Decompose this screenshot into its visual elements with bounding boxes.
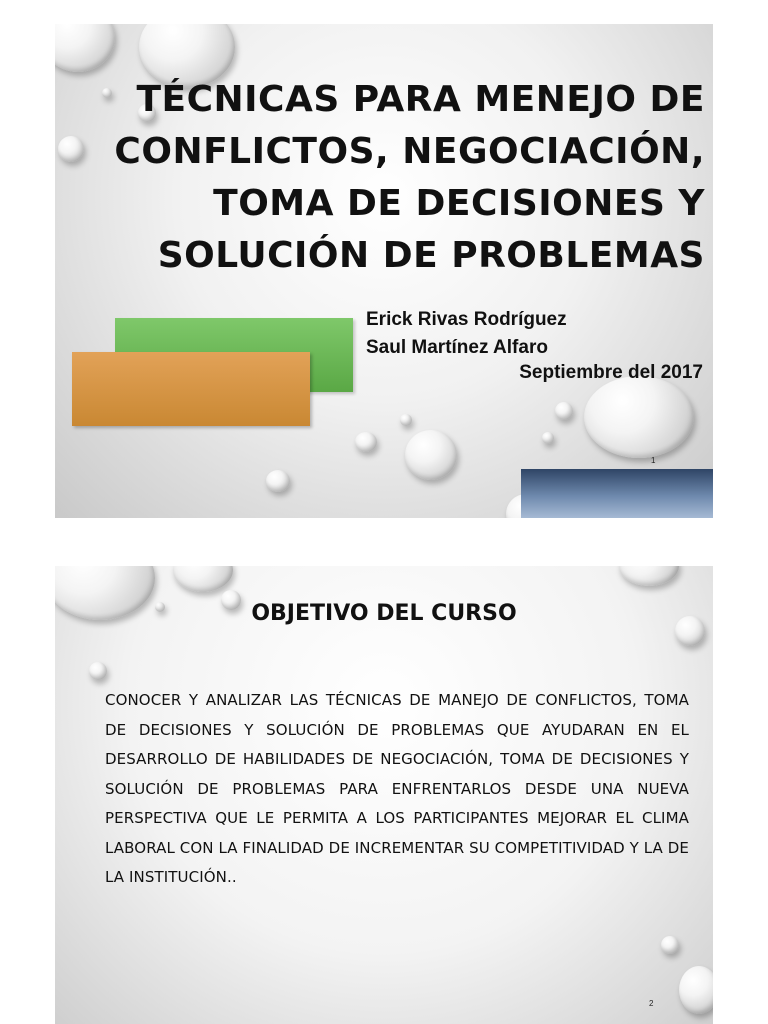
orange-decorative-block	[72, 352, 310, 426]
blue-decorative-block	[521, 469, 713, 518]
water-drop-decoration	[89, 662, 107, 680]
presentation-date: Septiembre del 2017	[519, 362, 703, 383]
objective-text: CONOCER Y ANALIZAR LAS TÉCNICAS DE MANEJO DE CONFLICTOS, TOMA DE DECISIONES Y SOLUCIÓN DE PROBLEMAS QUE AYUDARAN EN EL DESARROLLO DE HABILIDADES DE NEGOCIACIÓN, TOMA DE DECISIONES Y SOLUCIÓN DE PROBLEMAS PARA ENFRENTARLOS DESDE UNA NUEVA PERSPECTIVA QUE LE PERMITA A LOS PARTICIPANTES MEJORAR EL CLIMA LABORAL CON LA FINALIDAD DE INCREMENTAR SU COMPETITIVIDAD Y LA DE LA INSTITUCIÓN..	[105, 691, 690, 886]
water-drop-decoration	[400, 414, 412, 426]
water-drop-decoration	[555, 402, 573, 420]
page-number: 1	[651, 456, 656, 465]
water-drop-decoration	[619, 566, 679, 586]
water-drop-decoration	[679, 966, 713, 1014]
page-number: 2	[649, 999, 654, 1008]
water-drop-decoration	[55, 24, 115, 72]
author-name: Saul Martínez Alfaro	[366, 337, 548, 358]
water-drop-decoration	[355, 432, 377, 452]
slide-title: TÉCNICAS PARA MENEJO DE CONFLICTOS, NEGOCIACIÓN, TOMA DE DECISIONES Y SOLUCIÓN DE PROBLEMAS	[114, 79, 705, 276]
slide-2	[55, 566, 713, 1024]
slide-heading: OBJETIVO DEL CURSO	[251, 601, 517, 626]
slide-1	[55, 24, 713, 518]
author-name: Erick Rivas Rodríguez	[366, 309, 567, 330]
water-drop-decoration	[661, 936, 679, 954]
water-drop-decoration	[266, 470, 290, 492]
water-drop-decoration	[58, 136, 84, 162]
water-drop-decoration	[405, 430, 457, 480]
water-drop-decoration	[173, 566, 233, 592]
water-drop-decoration	[584, 376, 694, 458]
water-drop-decoration	[542, 432, 554, 444]
